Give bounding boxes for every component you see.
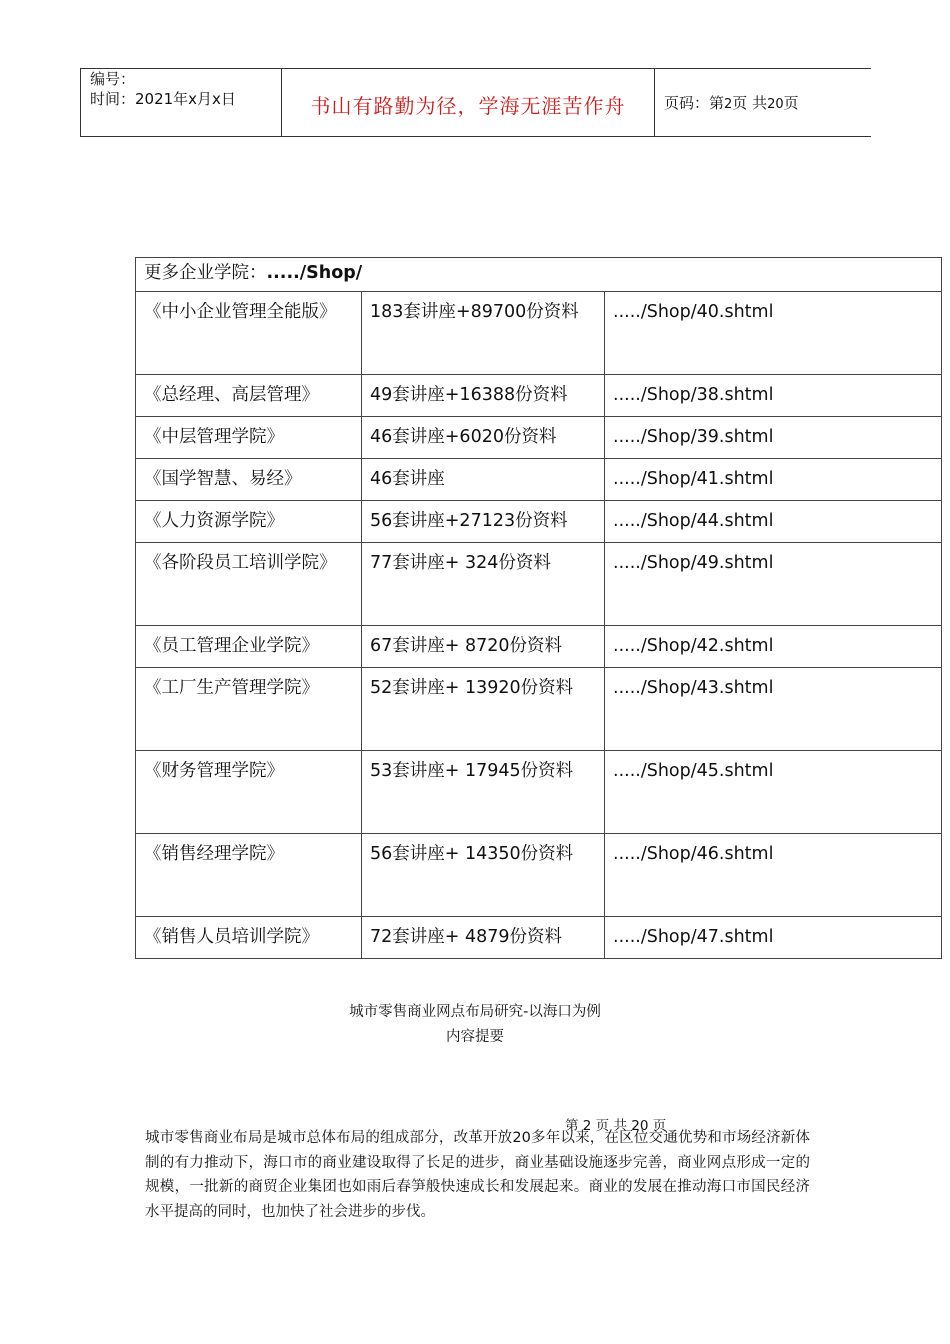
course-content: 67套讲座+ 8720份资料 [362, 626, 605, 668]
course-name: 《中层管理学院》 [136, 417, 362, 459]
article-subtitle: 内容提要 [446, 1029, 504, 1045]
shop-table [135, 257, 942, 959]
course-link[interactable]: ...../Shop/43.shtml [605, 668, 942, 751]
table-row [136, 626, 942, 668]
shop-table-header [136, 258, 942, 292]
document-number-label: 编号： [90, 70, 136, 88]
course-link[interactable]: ...../Shop/45.shtml [605, 751, 942, 834]
course-link[interactable]: ...../Shop/49.shtml [605, 543, 942, 626]
course-name: 《中小企业管理全能版》 [136, 292, 362, 375]
course-content: 72套讲座+ 4879份资料 [362, 917, 605, 959]
course-link[interactable]: ...../Shop/38.shtml [605, 375, 942, 417]
header-page-cell [655, 69, 871, 136]
header-motto-cell [282, 69, 655, 136]
course-content: 52套讲座+ 13920份资料 [362, 668, 605, 751]
course-name: 《财务管理学院》 [136, 751, 362, 834]
article-title: 城市零售商业网点布局研究-以海口为例 [349, 1004, 601, 1020]
course-name: 《销售人员培训学院》 [136, 917, 362, 959]
article-paragraph: 城市零售商业布局是城市总体布局的组成部分，改革开放20多年以来，在区位交通优势和市场经济新体制的有力推动下，海口市的商业建设取得了长足的进步，商业基础设施逐步完善，商业网点形成一定的规模，一批新的商贸企业集团也如雨后春笋般快速成长和发展起来。商业的发展在推动海口市国民经济水平提高的同时，也加快了社会进步的步伐。 [145, 1130, 810, 1220]
document-header [80, 68, 871, 137]
table-row [136, 501, 942, 543]
course-name: 《销售经理学院》 [136, 834, 362, 917]
shop-header-link[interactable]: ...../Shop/ [266, 263, 363, 283]
table-row [136, 459, 942, 501]
page-footer-number: 第 2 页 共 20 页 [565, 1118, 667, 1134]
course-link[interactable]: ...../Shop/39.shtml [605, 417, 942, 459]
header-meta-cell [81, 69, 282, 136]
table-row [136, 834, 942, 917]
course-link[interactable]: ...../Shop/41.shtml [605, 459, 942, 501]
table-row [136, 543, 942, 626]
course-content: 183套讲座+89700份资料 [362, 292, 605, 375]
table-row [136, 751, 942, 834]
table-row [136, 417, 942, 459]
shop-header-cell: 更多企业学院：...../Shop/ [136, 258, 942, 292]
course-content: 56套讲座+ 14350份资料 [362, 834, 605, 917]
course-content: 46套讲座+6020份资料 [362, 417, 605, 459]
course-name: 《国学智慧、易经》 [136, 459, 362, 501]
course-name: 《各阶段员工培训学院》 [136, 543, 362, 626]
course-link[interactable]: ...../Shop/40.shtml [605, 292, 942, 375]
course-name: 《工厂生产管理学院》 [136, 668, 362, 751]
course-link[interactable]: ...../Shop/42.shtml [605, 626, 942, 668]
document-time-label: 时间：2021年x月x日 [90, 90, 236, 108]
table-row [136, 292, 942, 375]
header-motto: 书山有路勤为径，学海无涯苦作舟 [310, 94, 626, 118]
table-row [136, 668, 942, 751]
table-row [136, 375, 942, 417]
course-link[interactable]: ...../Shop/47.shtml [605, 917, 942, 959]
header-page-number: 页码：第2页 共20页 [664, 94, 799, 112]
course-content: 77套讲座+ 324份资料 [362, 543, 605, 626]
course-content: 56套讲座+27123份资料 [362, 501, 605, 543]
table-row [136, 917, 942, 959]
course-link[interactable]: ...../Shop/46.shtml [605, 834, 942, 917]
course-content: 53套讲座+ 17945份资料 [362, 751, 605, 834]
course-content: 49套讲座+16388份资料 [362, 375, 605, 417]
course-content: 46套讲座 [362, 459, 605, 501]
course-name: 《人力资源学院》 [136, 501, 362, 543]
course-name: 《员工管理企业学院》 [136, 626, 362, 668]
course-name: 《总经理、高层管理》 [136, 375, 362, 417]
course-link[interactable]: ...../Shop/44.shtml [605, 501, 942, 543]
